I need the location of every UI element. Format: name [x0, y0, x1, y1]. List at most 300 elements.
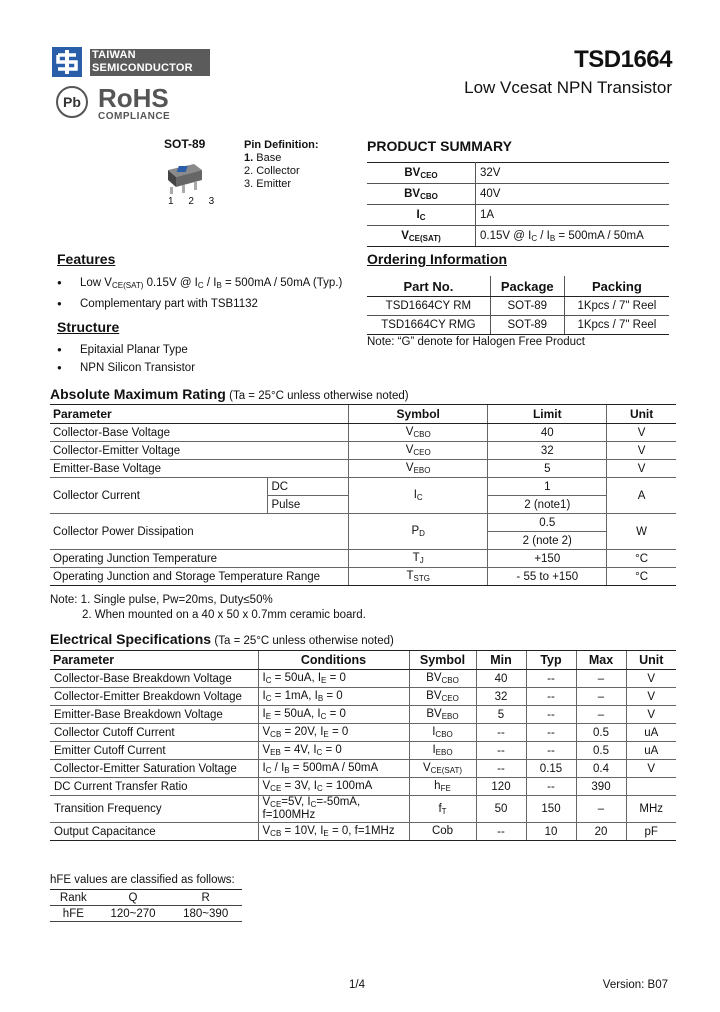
cell: Collector-Base Voltage [50, 424, 349, 442]
abs-max-table [50, 404, 676, 586]
condition-line [263, 708, 405, 721]
cell: A [607, 478, 676, 514]
max-cell: 390 [576, 778, 626, 796]
t: BV [426, 708, 442, 720]
param-cell: Collector-Emitter Saturation Voltage [50, 760, 258, 778]
t: V [422, 762, 431, 774]
u-cell [626, 778, 676, 796]
ps-sym-1 [367, 163, 476, 184]
min-cell: -- [476, 724, 526, 742]
cell: V [607, 424, 676, 442]
company-name [90, 49, 210, 76]
sub: CE [270, 800, 282, 809]
table-row [50, 890, 242, 906]
t: / I [203, 277, 217, 289]
sub: CBO [420, 191, 438, 201]
min-cell: 120 [476, 778, 526, 796]
cell: 1Kpcs / 7" Reel [564, 316, 669, 335]
conditions-cell [258, 688, 409, 706]
sub: J [419, 556, 424, 565]
cell: °C [607, 568, 676, 586]
sub: CBO [413, 430, 431, 439]
cell: Emitter-Base Voltage [50, 460, 349, 478]
cell: 2 (note1) [488, 496, 607, 514]
condition-line [263, 796, 405, 809]
cell: Q [97, 890, 170, 906]
conditions-cell [258, 796, 409, 823]
sub: E [323, 730, 329, 739]
company-line1: TAIWAN [92, 49, 136, 61]
list-item [52, 274, 342, 295]
cell: DC [268, 478, 349, 496]
t: = 100mA [322, 780, 373, 792]
max-cell: – [576, 688, 626, 706]
t: BV [426, 690, 442, 702]
cell [349, 442, 488, 460]
abs-max-notes [50, 593, 366, 623]
min-cell: 32 [476, 688, 526, 706]
condition-line [263, 690, 405, 703]
table-row [50, 706, 676, 724]
sub: CBO [441, 676, 459, 685]
list-item: ● NPN Silicon Transistor [52, 359, 195, 377]
typ-cell: -- [526, 778, 576, 796]
pb-label: Pb [63, 94, 81, 110]
features-title: Features [57, 251, 116, 267]
t: V [405, 426, 414, 438]
t: V [262, 726, 271, 738]
max-cell: 20 [576, 823, 626, 841]
hfe-table [50, 889, 242, 922]
ordering-note: Note: “G” denote for Halogen Free Product [367, 336, 585, 348]
col-unit: Unit [626, 651, 676, 670]
max-cell: – [576, 796, 626, 823]
pin-1 [244, 152, 319, 165]
sub: C [316, 748, 323, 757]
taiwan-semiconductor-logo-icon [52, 47, 82, 77]
sub: E [321, 676, 327, 685]
max-cell: – [576, 670, 626, 688]
sub: EBO [413, 466, 431, 475]
t: = 50uA, I [271, 672, 322, 684]
cell: Operating Junction and Storage Temperature Range [50, 568, 349, 586]
symbol-cell [409, 742, 476, 760]
package-label: SOT-89 [164, 137, 206, 151]
sub: B [317, 694, 324, 703]
sub: CBO [435, 730, 453, 739]
cell: 180~390 [169, 906, 242, 922]
cell: Collector Current [50, 478, 268, 514]
t: 0.15V @ I [480, 229, 532, 242]
cell: SOT-89 [490, 316, 564, 335]
col-packing: Packing [564, 276, 669, 297]
sub: CEO [413, 448, 431, 457]
t: V [405, 462, 414, 474]
t: = 0 [323, 690, 343, 702]
sub: B [549, 233, 556, 243]
table-header-row [367, 276, 669, 297]
t: = 1mA, I [271, 690, 318, 702]
t: V [262, 796, 271, 808]
cell: Operating Junction Temperature [50, 550, 349, 568]
t: / I [537, 229, 550, 242]
t: = 0 [326, 708, 346, 720]
t: f=100MHz [262, 809, 316, 821]
symbol-cell [409, 796, 476, 823]
param-cell: Emitter-Base Breakdown Voltage [50, 706, 258, 724]
t: =-50mA, [316, 796, 361, 808]
t: = 0 [326, 672, 346, 684]
max-cell: – [576, 706, 626, 724]
abs-max-title: Absolute Maximum Rating [50, 386, 226, 402]
t: V [262, 744, 271, 756]
u-cell: V [626, 670, 676, 688]
cell: TSD1664CY RM [367, 297, 490, 316]
condition-line [263, 762, 405, 775]
param-cell: Transition Frequency [50, 796, 258, 823]
sub: EBO [441, 712, 459, 721]
conditions-cell [258, 823, 409, 841]
list-item: ● Complementary part with TSB1132 [52, 295, 342, 313]
table-row [367, 184, 669, 205]
t: V [262, 825, 271, 837]
col-symbol: Symbol [349, 405, 488, 424]
pin-3: 3. Emitter [244, 178, 292, 190]
sub: C [310, 800, 317, 809]
sub: STG [413, 574, 430, 583]
t: V [405, 444, 414, 456]
table-row [50, 424, 676, 442]
sub: CE [270, 784, 282, 793]
min-cell: -- [476, 760, 526, 778]
cell: Collector Power Dissipation [50, 514, 349, 550]
table-row [50, 460, 676, 478]
part-number-title: TSD1664 [574, 46, 672, 73]
structure-title: Structure [57, 319, 120, 335]
symbol-cell [409, 688, 476, 706]
sub: CEO [441, 694, 459, 703]
min-cell: 50 [476, 796, 526, 823]
symbol-cell [409, 778, 476, 796]
sym: I [416, 208, 420, 221]
col-unit: Unit [607, 405, 676, 424]
note-2: 2. When mounted on a 40 x 50 x 0.7mm ceramic board. [82, 609, 366, 621]
t: T [412, 552, 420, 564]
typ-cell: -- [526, 742, 576, 760]
ps-sym-3 [367, 205, 476, 226]
min-cell: -- [476, 823, 526, 841]
symbol-cell [409, 706, 476, 724]
package-pin-numbers: 1 2 3 [168, 196, 221, 207]
sub: C [320, 712, 327, 721]
conditions-cell [258, 724, 409, 742]
cell: Pulse [268, 496, 349, 514]
pin-definition-title: Pin Definition: [244, 139, 319, 151]
condition-line [263, 744, 405, 757]
col-limit: Limit [488, 405, 607, 424]
ps-sym-2 [367, 184, 476, 205]
t: V [262, 780, 271, 792]
u-cell: MHz [626, 796, 676, 823]
t: = 50uA, I [271, 708, 321, 720]
sub: C [416, 493, 423, 502]
param-cell: Collector Cutoff Current [50, 724, 258, 742]
version-label: Version: B07 [602, 979, 668, 991]
symbol-cell [409, 823, 476, 841]
cell: 32 [488, 442, 607, 460]
typ-cell: 150 [526, 796, 576, 823]
table-row [50, 823, 676, 841]
t: I [262, 708, 266, 720]
table-row [50, 724, 676, 742]
table-row [367, 316, 669, 335]
cell [349, 514, 488, 550]
sub: CB [270, 829, 282, 838]
table-row [367, 297, 669, 316]
t: I [432, 726, 436, 738]
symbol-cell [409, 670, 476, 688]
t: I [262, 690, 266, 702]
sym: BV [404, 187, 421, 200]
abs-max-heading [50, 386, 409, 402]
product-summary-title: PRODUCT SUMMARY [367, 138, 512, 154]
cell: hFE [50, 906, 97, 922]
pb-free-badge [56, 86, 88, 118]
t: / I [271, 762, 285, 774]
cell [349, 478, 488, 514]
cell: 1 [488, 478, 607, 496]
typ-cell: -- [526, 670, 576, 688]
max-cell: 0.4 [576, 760, 626, 778]
condition-line [263, 809, 405, 822]
sub: E [323, 829, 329, 838]
typ-cell: -- [526, 688, 576, 706]
symbol-cell [409, 724, 476, 742]
sub: EBO [435, 748, 453, 757]
col-parameter: Parameter [50, 405, 349, 424]
u-cell: pF [626, 823, 676, 841]
cell: 1Kpcs / 7" Reel [564, 297, 669, 316]
cell: SOT-89 [490, 297, 564, 316]
param-cell: Output Capacitance [50, 823, 258, 841]
abs-max-condition: (Ta = 25°C unless otherwise noted) [229, 390, 409, 402]
t: T [406, 570, 414, 582]
symbol-cell [409, 760, 476, 778]
sub: C [265, 694, 272, 703]
table-row [50, 568, 676, 586]
list-item: ● Epitaxial Planar Type [52, 341, 195, 359]
min-cell: -- [476, 742, 526, 760]
cell: 5 [488, 460, 607, 478]
table-row [50, 742, 676, 760]
sub: C [265, 676, 272, 685]
cell [349, 550, 488, 568]
table-row [50, 514, 676, 532]
col-symbol: Symbol [409, 651, 476, 670]
sub: C [197, 281, 204, 290]
pin-2: 2. Collector [244, 165, 300, 177]
conditions-cell [258, 760, 409, 778]
t: I [432, 744, 436, 756]
sub: FE [440, 784, 451, 793]
sub: D [419, 529, 425, 538]
elec-spec-table [50, 650, 676, 841]
elec-heading [50, 631, 394, 647]
sub: T [441, 806, 447, 816]
t: =5V, I [281, 796, 311, 808]
col-part: Part No. [367, 276, 490, 297]
elec-condition: (Ta = 25°C unless otherwise noted) [214, 635, 394, 647]
typ-cell: 10 [526, 823, 576, 841]
cell: R [169, 890, 242, 906]
table-header-row [50, 651, 676, 670]
table-row [50, 778, 676, 796]
table-row [50, 760, 676, 778]
param-cell: Emitter Cutoff Current [50, 742, 258, 760]
sub: CE(SAT) [430, 766, 463, 775]
cell: 0.5 [488, 514, 607, 532]
t: I [262, 672, 266, 684]
table-row [50, 478, 676, 496]
condition-line [263, 672, 405, 685]
sub: CB [270, 730, 282, 739]
sub: B [216, 281, 222, 290]
typ-cell: 0.15 [526, 760, 576, 778]
compliance-label: COMPLIANCE [98, 111, 171, 122]
t: = 0 [322, 744, 342, 756]
col-package: Package [490, 276, 564, 297]
page-number: 1/4 [349, 979, 365, 991]
sub: C [531, 233, 538, 243]
table-row [50, 688, 676, 706]
max-cell: 0.5 [576, 742, 626, 760]
conditions-cell [258, 742, 409, 760]
min-cell: 40 [476, 670, 526, 688]
ps-val-2: 40V [476, 184, 670, 205]
sub: C [419, 212, 426, 222]
product-summary-table [367, 162, 669, 247]
u-cell: uA [626, 742, 676, 760]
conditions-cell [258, 706, 409, 724]
cell [349, 424, 488, 442]
typ-cell: -- [526, 706, 576, 724]
t: f [438, 802, 442, 815]
t: Cob [431, 825, 454, 837]
u-cell: uA [626, 724, 676, 742]
company-line2: SEMICONDUCTOR [92, 62, 193, 74]
ordering-table [367, 276, 669, 335]
rohs-label: RoHS [98, 83, 169, 113]
sym: V [401, 229, 409, 242]
cell: TSD1664CY RMG [367, 316, 490, 335]
hfe-caption: hFE values are classified as follows: [50, 874, 235, 886]
table-row [50, 670, 676, 688]
ps-sym-4 [367, 226, 476, 247]
t: BV [426, 672, 442, 684]
t: = 20V, I [281, 726, 324, 738]
t: = 0, f=1MHz [328, 825, 395, 837]
part-description: Low Vcesat NPN Transistor [464, 78, 672, 97]
t: = 0 [328, 726, 349, 738]
cell: V [607, 442, 676, 460]
table-row [50, 796, 676, 823]
table-row [50, 906, 242, 922]
ps-val-3: 1A [476, 205, 670, 226]
t: 0.15V @ I [143, 277, 198, 289]
t: = 500mA / 50mA [555, 229, 644, 242]
t: P [411, 525, 420, 537]
col-parameter: Parameter [50, 651, 258, 670]
col-min: Min [476, 651, 526, 670]
sub: C [317, 784, 323, 793]
conditions-cell [258, 778, 409, 796]
cell: W [607, 514, 676, 550]
t: = 500mA / 50mA [289, 762, 379, 774]
t: = 3V, I [281, 780, 317, 792]
col-conditions: Conditions [258, 651, 409, 670]
ordering-title: Ordering Information [367, 251, 507, 267]
sub: CE(SAT) [111, 281, 144, 290]
t: I [413, 489, 417, 501]
table-row [50, 550, 676, 568]
sot89-package-icon [164, 160, 204, 196]
table-row [367, 163, 669, 184]
t: = 500mA / 50mA (Typ.) [221, 277, 343, 289]
note-1: Note: 1. Single pulse, Pw=20ms, Duty≤50% [50, 594, 273, 606]
max-cell: 0.5 [576, 724, 626, 742]
t: = 4V, I [280, 744, 317, 756]
cell: °C [607, 550, 676, 568]
cell: - 55 to +150 [488, 568, 607, 586]
cell: 120~270 [97, 906, 170, 922]
ps-val-4 [476, 226, 670, 247]
param-cell: DC Current Transfer Ratio [50, 778, 258, 796]
cell: 40 [488, 424, 607, 442]
table-header-row [50, 405, 676, 424]
condition-line [263, 825, 405, 838]
cell [349, 460, 488, 478]
features-list [52, 274, 342, 313]
table-row [50, 442, 676, 460]
sub: C [265, 766, 272, 775]
u-cell: V [626, 706, 676, 724]
param-cell: Collector-Base Breakdown Voltage [50, 670, 258, 688]
cell: V [607, 460, 676, 478]
pin-definition [244, 139, 319, 191]
param-cell: Collector-Emitter Breakdown Voltage [50, 688, 258, 706]
sub: E [265, 712, 272, 721]
t: Low V [80, 277, 112, 289]
t: = 10V, I [281, 825, 324, 837]
elec-title: Electrical Specifications [50, 631, 212, 647]
t: I [262, 762, 266, 774]
u-cell: V [626, 760, 676, 778]
condition-line [263, 726, 405, 739]
cell [349, 568, 488, 586]
sub: B [284, 766, 290, 775]
conditions-cell [258, 670, 409, 688]
typ-cell: -- [526, 724, 576, 742]
min-cell: 5 [476, 706, 526, 724]
table-row [367, 226, 669, 247]
pin-1-num: 1. [244, 152, 254, 164]
cell: 2 (note 2) [488, 532, 607, 550]
t: h [434, 780, 441, 792]
col-max: Max [576, 651, 626, 670]
sub: CEO [420, 170, 438, 180]
condition-line [263, 780, 405, 793]
cell: Collector-Emitter Voltage [50, 442, 349, 460]
